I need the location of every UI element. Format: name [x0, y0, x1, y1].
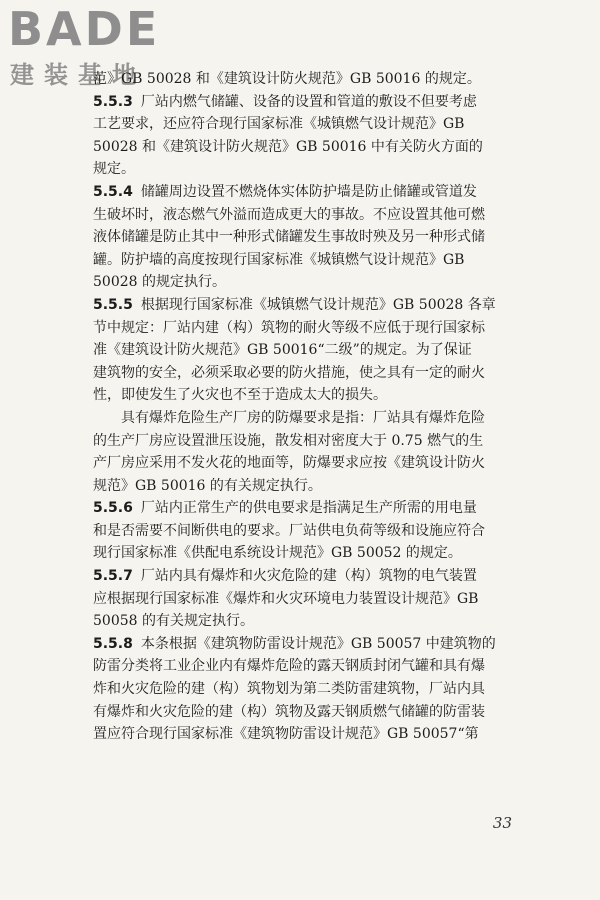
line-text: 炸和火灾危险的建（构）筑物划为第二类防雷建筑物，厂站内具	[93, 681, 485, 698]
text-line	[93, 655, 513, 678]
text-line	[93, 226, 513, 249]
paragraph	[93, 407, 513, 497]
line-text: 储罐周边设置不燃烧体实体防护墙是防止储罐或管道发	[140, 183, 477, 200]
text-line	[93, 384, 513, 407]
clause-number: 5.5.3	[93, 93, 133, 110]
line-text: 有爆炸和火灾危险的建（构）筑物及露天钢质燃气储罐的防雷装	[93, 703, 485, 720]
clause-number: 5.5.6	[93, 500, 133, 517]
line-text: 性，即使发生了火灾也不至于造成太大的损失。	[93, 387, 387, 404]
text-line	[93, 204, 513, 227]
text-line	[93, 542, 513, 565]
text-line	[93, 362, 513, 385]
text-line	[93, 249, 513, 272]
line-text: 具有爆炸危险生产厂房的防爆要求是指：厂站具有爆炸危险	[121, 409, 485, 426]
line-text: 50058 的有关规定执行。	[93, 613, 254, 630]
line-text: 根据现行国家标准《城镇燃气设计规范》GB 50028 各章	[140, 296, 496, 313]
line-text: 和是否需要不间断供电的要求。厂站供电负荷等级和设施应符合	[93, 522, 485, 539]
text-line	[93, 181, 513, 204]
text-line	[93, 158, 513, 181]
clause-number: 5.5.7	[93, 568, 133, 585]
paragraph	[93, 68, 513, 91]
page-number: 33	[492, 814, 512, 832]
text-line	[93, 723, 513, 746]
text-line	[93, 633, 513, 656]
text-line	[93, 271, 513, 294]
line-text: 生破坏时，液态燃气外溢而造成更大的事故。不应设置其他可燃	[93, 206, 485, 223]
text-line	[93, 294, 513, 317]
text-line	[93, 520, 513, 543]
paragraph	[93, 497, 513, 565]
text-line	[93, 407, 513, 430]
line-text: 罐。防护墙的高度按现行国家标准《城镇燃气设计规范》GB	[93, 251, 465, 268]
line-text: 规范》GB 50016 的有关规定执行。	[93, 477, 322, 494]
text-line	[93, 430, 513, 453]
text-line	[93, 588, 513, 611]
line-text: 工艺要求，还应符合现行国家标准《城镇燃气设计规范》GB	[93, 116, 465, 133]
clause-number: 5.5.5	[93, 296, 133, 313]
line-text: 应根据现行国家标准《爆炸和火灾环境电力装置设计规范》GB	[93, 590, 479, 607]
clause-number: 5.5.8	[93, 635, 133, 652]
paragraph	[93, 181, 513, 294]
paragraph	[93, 294, 513, 407]
text-line	[93, 452, 513, 475]
text-line	[93, 475, 513, 498]
text-line	[93, 91, 513, 114]
text-line	[93, 610, 513, 633]
text-line	[93, 136, 513, 159]
paragraph	[93, 633, 513, 746]
line-text: 厂站内正常生产的供电要求是指满足生产所需的用电量	[140, 500, 477, 517]
line-text: 节中规定：厂站内建（构）筑物的耐火等级不应低于现行国家标	[93, 319, 485, 336]
line-text: 厂站内燃气储罐、设备的设置和管道的敷设不但要考虑	[140, 93, 477, 110]
paragraph	[93, 91, 513, 181]
text-line	[93, 678, 513, 701]
text-line	[93, 339, 513, 362]
line-text: 50028 和《建筑设计防火规范》GB 50016 中有关防火方面的	[93, 138, 483, 155]
line-text: 防雷分类将工业企业内有爆炸危险的露天钢质封闭气罐和具有爆	[93, 658, 485, 675]
line-text: 规定。	[93, 161, 135, 178]
text-line	[93, 113, 513, 136]
line-text: 准《建筑设计防火规范》GB 50016“二级”的规定。为了保证	[93, 342, 472, 359]
text-line	[93, 565, 513, 588]
text-line	[93, 68, 513, 91]
document-body	[93, 68, 513, 746]
line-text: 本条根据《建筑物防雷设计规范》GB 50057 中建筑物的	[140, 635, 496, 652]
line-text: 50028 的规定执行。	[93, 274, 226, 291]
clause-number: 5.5.4	[93, 183, 133, 200]
logo-brand: BADE	[8, 2, 161, 56]
line-text: 的生产厂房应设置泄压设施，散发相对密度大于 0.75 燃气的生	[93, 432, 484, 449]
line-text: 产厂房应采用不发火花的地面等，防爆要求应按《建筑设计防火	[93, 455, 485, 472]
line-text: 液体储罐是防止其中一种形式储罐发生事故时殃及另一种形式储	[93, 229, 485, 246]
line-text: 范》GB 50028 和《建筑设计防火规范》GB 50016 的规定。	[93, 71, 481, 87]
logo-subtitle: 建装基地	[10, 61, 146, 89]
line-text: 置应符合现行国家标准《建筑物防雷设计规范》GB 50057“第	[93, 726, 479, 743]
text-line	[93, 497, 513, 520]
text-line	[93, 701, 513, 724]
text-line	[93, 317, 513, 340]
line-text: 现行国家标准《供配电系统设计规范》GB 50052 的规定。	[93, 545, 462, 562]
paragraph	[93, 565, 513, 633]
line-text: 厂站内具有爆炸和火灾危险的建（构）筑物的电气装置	[140, 568, 477, 585]
line-text: 建筑物的安全，必须采取必要的防火措施，使之具有一定的耐火	[93, 364, 485, 381]
